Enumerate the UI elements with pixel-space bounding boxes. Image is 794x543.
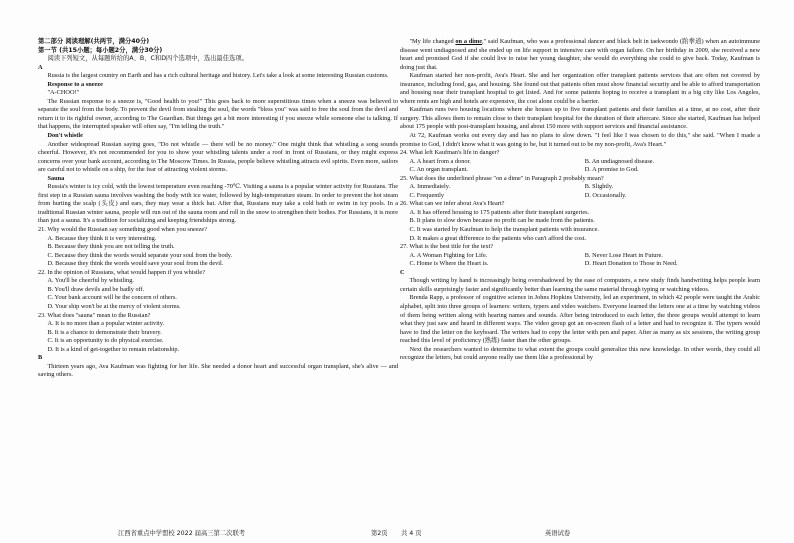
q21-option-c: C. Because they think the words would separate your soul from the body. [47, 251, 233, 259]
passage-b-paragraph-4: Kaufman runs two housing locations where she houses up to five transplant patients and their families at a time, at no cost, after their surgery. This allows them to remain close to their transplant hospital for the duration of their aftercare. Since she started, Kaufman has helped about 175 people with post-transplant housing, and about 150 more with support services and financial assistance. [400, 106, 760, 131]
passage-c-label: C [400, 268, 405, 276]
q22-option-d: D. Your ship won't be at the mercy of violent storms. [47, 302, 181, 310]
q26-option-c: C. It was started by Kaufman to help the transplant patients with insurance. [409, 226, 599, 234]
passage-a-paragraph-1: The Russian response to a sneeze is, "Good health to you!" This goes back to more superstitious times when a sneeze was believed to separate the soul from the body. To prevent the devil from stealing the soul, the words "bless you" was said to free the soul from the devil and return it to its rightful owner, according to The Guardian. But things get a bit more interesting if you sneeze while someone else is talking. If that happens, the interrupted speaker will often say, "I'm telling the truth." [38, 97, 398, 131]
q22-option-c: C. Your bank account will be the concern of others. [47, 294, 177, 302]
passage-c-paragraph-3: Next the researchers wanted to determine to what extent the groups could generalize this new knowledge. In other words, they could all recognize the letters, but could anyone really use them like a professional by [400, 345, 760, 362]
q23-option-b: B. It is a chance to demonstrate their bravery. [47, 328, 162, 336]
section-heading: 第一节 (共15小题；每小题2分，满分30分) [38, 46, 163, 54]
p2-text-before: "My life changed [409, 38, 456, 45]
q27-option-b: B. Never Lose Heart in Future. [584, 251, 663, 259]
q21-option-d: D. Because they think the words would save your soul from the devil. [47, 260, 224, 268]
q24-option-d: D. A promise to God. [584, 166, 639, 174]
q25-option-d: D. Occasionally. [584, 191, 627, 199]
q25-option-c: C. Frequently [409, 191, 445, 199]
question-27: 27. What is the best title for the text? [400, 243, 494, 251]
instruction: 阅读下列短文，从每题所给的A、B、C和D四个选项中，选出最佳选项。 [47, 55, 248, 63]
footer-subject: 英语试卷 [545, 530, 571, 537]
subheading-whistle: Don't whistle [47, 132, 83, 140]
footer-exam-name: 江西省重点中学盟校 2022 届高三第二次联考 [118, 530, 246, 537]
q23-option-d: D. It is a kind of get-together to remain relationship. [47, 345, 180, 353]
passage-c-paragraph-1: Though writing by hand is increasingly being overshadowed by the ease of computers, a new study finds handwriting helps people learn certain skills surprisingly faster and significantly better than learning the same material through typing or watching videos. [400, 277, 760, 293]
passage-c-paragraph-2: Brenda Rapp, a professor of cognitive science in Johns Hopkins University, led an experiment, in which 42 people were taught the Arabic alphabet, split into three groups of learners: writers, typers and video watchers. Everyone learned the letters one at a time by watching videos of them being written along with hearing names and sounds. After being introduced to each letter, the three groups would attempt to learn what they just saw and heard in different ways. The video group got an on-screen flash of a letter and had to recognize it. The typers would have to find the letter on the keyboard. The writers had to copy the letter with pen and paper. After as many as six sessions, the writing group reached this level of proficiency (熟练) faster than the other groups. [400, 294, 760, 345]
passage-a-paragraph-2: Another widespread Russian saying goes, "Do not whistle — there will be no money." One might think that whistling a song sounds cheerful. However, it's not recommended for you to show your whistling talents under a roof in front of Russians, or they might express concerns over your bank account, according to The Moscow Times. In Russia, people believe whistling attracts evil spirits. Even more, sailors are careful not to whistle on a ship, for the fear of attracting violent storms. [38, 140, 398, 174]
question-23: 23. What does "sauna" mean to the Russian? [38, 311, 151, 319]
q27-options-row-2 [400, 260, 760, 269]
subheading-sneeze: Response to a sneeze [47, 80, 103, 88]
passage-a-intro: Russia is the largest country on Earth and has a rich cultural heritage and history. Let's take a look at some interesting Russian customs. [47, 72, 389, 80]
q27-option-a: A. A Woman Fighting for Life. [409, 251, 488, 259]
passage-b-paragraph-5: At 72, Kaufman works out every day and has no plans to slow down. "I feel like I was chosen to do this," she said. "When I made a promise to God, I didn't know what it was going to be, but it turned out to be my non-profit, Ava's Heart." [400, 132, 760, 148]
part-heading: 第二部分 阅读理解(共两节，满分40分) [38, 38, 150, 45]
q26-option-d: D. It makes a great difference to the patients who can't afford the cost. [409, 234, 587, 242]
q27-option-c: C. Home is Where the Heart is. [409, 260, 489, 268]
q26-option-a: A. It has offered housing to 175 patients after their transplant surgeries. [409, 208, 590, 216]
question-24: 24. What left Kaufman's life in danger? [400, 149, 500, 157]
q25-options-row-2 [400, 192, 760, 201]
passage-b-paragraph-1: Thirteen years ago, Ava Kaufman was fighting for her life. She needed a donor heart and successful organ transplant, she's alive — and saving others. [38, 362, 398, 379]
q23-option-c: C. It is an opportunity to do physical exercise. [47, 337, 164, 345]
question-25: 25. What does the underlined phrase "on a dime" in Paragraph 2 probably mean? [400, 174, 604, 182]
footer-page-number: 第2页 [371, 530, 388, 537]
sneeze-quote: "A-CHOO!" [47, 89, 80, 97]
q23-option-a: A. It is no more than a popular winter activity. [47, 320, 165, 328]
q21-option-a: A. Because they think it is very interesting. [47, 234, 157, 242]
q22-option-b: B. You'll draw devils and be badly off. [47, 285, 145, 293]
q24-option-c: C. An organ transplant. [409, 166, 468, 174]
q25-option-b: B. Slightly. [584, 183, 614, 191]
passage-b-label: B [38, 354, 43, 362]
q24-options-row-2 [400, 166, 760, 175]
subheading-sauna: Sauna [47, 174, 65, 182]
q25-options-row-1 [400, 183, 760, 192]
q21-option-b: B. Because they think you are not telling the truth. [47, 243, 175, 251]
q22-option-a: A. You'll be cheerful by whistling. [47, 277, 134, 285]
q24-option-a: A. A heart from a donor. [409, 157, 471, 165]
question-26: 26. What can we infer about Ava's Heart? [400, 200, 505, 208]
footer-total-pages: 共 4 页 [401, 530, 422, 537]
question-21: 21. Why would the Russian say something good when you sneeze? [38, 226, 207, 234]
passage-b-paragraph-3: Kaufman started her non-profit, Ava's Heart. She and her organization offer transplant patients services that are often not covered by insurance, including food, gas, and housing. She found out that patients often must show financial security and be able to afford transportation and housing near their transplant hospital to get listed. And for some patients hoping to receive a transplant in a big city like Los Angeles, where rents are high and hotels are expensive, the cost alone could be a barrier. [400, 72, 760, 105]
passage-a-label: A [38, 63, 43, 71]
left-column [38, 38, 398, 380]
right-column [400, 38, 760, 363]
p2-text-after: ," said Kaufman, who was a professional dancer and black belt in taekwondo (跆拳道) when an autoimmune disease went undiagnosed and she ended up on life support in intensive care with organ failure. On her birthday in 2009, she received a new heart and promised God if she could live to raise her young daughter, she would do everything she could to give back. Today, Kaufman is doing just that. [400, 38, 760, 71]
passage-b-paragraph-2 [400, 38, 760, 72]
q24-options-row-1 [400, 158, 760, 167]
underlined-phrase: on a dime [455, 38, 483, 45]
q25-option-a: A. Immediately. [409, 183, 451, 191]
question-22: 22. In the opinion of Russians, what would happen if you whistle? [38, 268, 206, 276]
q27-option-d: D. Heart Donation to Those in Need. [584, 260, 678, 268]
passage-a-paragraph-3: Russia's winter is icy cold, with the lowest temperature even reaching -70℃. Visiting a sauna is a popular winter activity for Russians. The first step in a Russian sauna involves washing the body with ice water, followed by high-temperature steam. In order to prevent the hot steam from hurting the scalp (头皮) and ears, they may wear a thick hat. After that, Russians may take a cold bath or swim in icy pools. In a traditional Russian winter sauna, people will run out of the sauna room and roll in the snow to strengthen their bodies. For Russians, it is more than just a sauna. It's a tradition for socializing and keeping friendships strong. [38, 183, 398, 225]
q26-option-b: B. It plans to slow down because no profit can be made from the patients. [409, 217, 595, 225]
q27-options-row-1 [400, 252, 760, 261]
q24-option-b: B. An undiagnosed disease. [584, 157, 655, 165]
